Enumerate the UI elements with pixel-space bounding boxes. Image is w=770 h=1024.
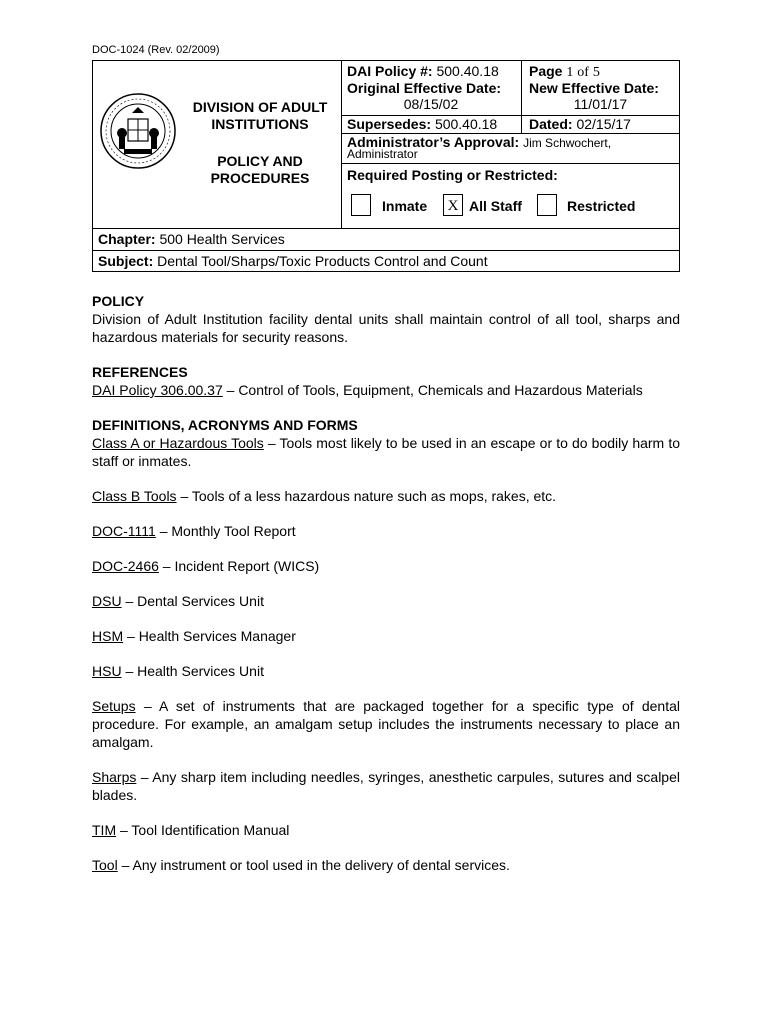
inmate-label: Inmate [382, 198, 428, 214]
approval-label: Administrator’s Approval: [347, 134, 520, 150]
references-heading: REFERENCES [92, 364, 188, 380]
page-number-cell [529, 63, 600, 81]
inmate-checkbox[interactable] [351, 194, 371, 216]
definition-item [92, 522, 680, 540]
definition-text: – Tool Identification Manual [116, 822, 290, 838]
subject-row [98, 253, 488, 270]
definition-term: HSU [92, 663, 122, 679]
definition-item [92, 768, 680, 804]
header-divider [93, 228, 680, 229]
policy-heading: POLICY [92, 293, 145, 309]
page-total: 5 [592, 65, 600, 80]
definition-item [92, 821, 680, 839]
header-divider [93, 250, 680, 251]
restricted-checkbox[interactable] [537, 194, 557, 216]
dated-value: 02/15/17 [576, 116, 631, 132]
definition-term: DSU [92, 593, 122, 609]
dated-label: Dated: [529, 116, 573, 132]
definition-text: – Any sharp item including needles, syringes, anesthetic carpules, sutures and scalpel blades. [92, 769, 680, 803]
definition-term: TIM [92, 822, 117, 838]
definition-item [92, 487, 680, 505]
definition-term: Tool [92, 857, 118, 873]
policy-text: Division of Adult Institution facility dental units shall maintain control of all tool, sharps and hazardous materials for security reasons. [92, 311, 680, 345]
definition-item [92, 557, 680, 575]
definition-text: – Incident Report (WICS) [158, 558, 320, 574]
definition-text: – Tools most likely to be used in an escape or to do bodily harm to staff or inmates. [92, 435, 680, 469]
policy-header-table [92, 60, 680, 272]
subject-label: Subject: [98, 253, 154, 269]
definition-text: – Tools of a less hazardous nature such as mops, rakes, etc. [176, 488, 557, 504]
supersedes-label: Supersedes: [347, 116, 432, 132]
definition-item [92, 856, 680, 874]
approval-name: Jim Schwochert, [523, 136, 612, 150]
definition-term: Class B Tools [92, 488, 177, 504]
definition-term: Class A or Hazardous Tools [92, 435, 264, 451]
definition-text: – Monthly Tool Report [155, 523, 296, 539]
header-divider [341, 61, 342, 228]
definition-text: – Dental Services Unit [121, 593, 264, 609]
posting-label: Required Posting or Restricted: [347, 167, 558, 183]
new-effective-label: New Effective Date: [529, 80, 659, 96]
policy-number: 500.40.18 [436, 63, 499, 79]
definition-term: Setups [92, 698, 136, 714]
restricted-label: Restricted [567, 198, 636, 214]
definition-term: DOC-2466 [92, 558, 159, 574]
definition-item [92, 627, 680, 645]
definition-item [92, 697, 680, 751]
reference-item [92, 381, 680, 399]
definition-item [92, 434, 680, 470]
state-seal-icon [98, 91, 178, 171]
all-staff-checkbox[interactable]: X [443, 194, 463, 216]
chapter-label: Chapter: [98, 231, 156, 247]
approval-title: Administrator [347, 147, 418, 161]
definition-term: HSM [92, 628, 124, 644]
subject-value: Dental Tool/Sharps/Toxic Products Control and Count [157, 253, 488, 269]
division-title: DIVISION OF ADULT INSTITUTIONS [192, 99, 328, 132]
reference-link[interactable]: DAI Policy 306.00.37 [92, 382, 223, 398]
header-divider [341, 163, 680, 164]
definition-item [92, 592, 680, 610]
definition-text: – Health Services Unit [121, 663, 264, 679]
new-effective-date: 11/01/17 [573, 96, 628, 112]
policy-number-cell [347, 63, 499, 80]
page-label: Page [529, 63, 563, 79]
definition-text: – Health Services Manager [123, 628, 296, 644]
definition-text: – Any instrument or tool used in the delivery of dental services. [117, 857, 510, 873]
definition-term: DOC-1111 [92, 523, 156, 539]
original-effective-label: Original Effective Date: [347, 80, 502, 96]
chapter-row [98, 231, 285, 248]
original-effective-date: 08/15/02 [403, 96, 459, 112]
definitions-heading: DEFINITIONS, ACRONYMS AND FORMS [92, 417, 358, 433]
definition-text: – A set of instruments that are packaged together for a specific type of dental procedure. For example, an amalgam setup includes the instruments necessary to place an amalgam. [92, 698, 680, 750]
policy-number-label: DAI Policy #: [347, 63, 433, 79]
definition-item [92, 662, 680, 680]
supersedes-cell [347, 116, 497, 133]
definition-term: Sharps [92, 769, 137, 785]
page-of: of [577, 65, 589, 80]
form-number: DOC-1024 (Rev. 02/2009) [92, 44, 220, 56]
document-type: POLICY AND PROCEDURES [210, 153, 310, 186]
policy-body [92, 292, 680, 891]
all-staff-label: All Staff [469, 198, 522, 214]
page-current: 1 [566, 65, 574, 80]
reference-text: – Control of Tools, Equipment, Chemicals and Hazardous Materials [222, 382, 643, 398]
dated-cell [529, 116, 631, 133]
chapter-value: 500 Health Services [159, 231, 285, 247]
supersedes-value: 500.40.18 [434, 116, 498, 132]
